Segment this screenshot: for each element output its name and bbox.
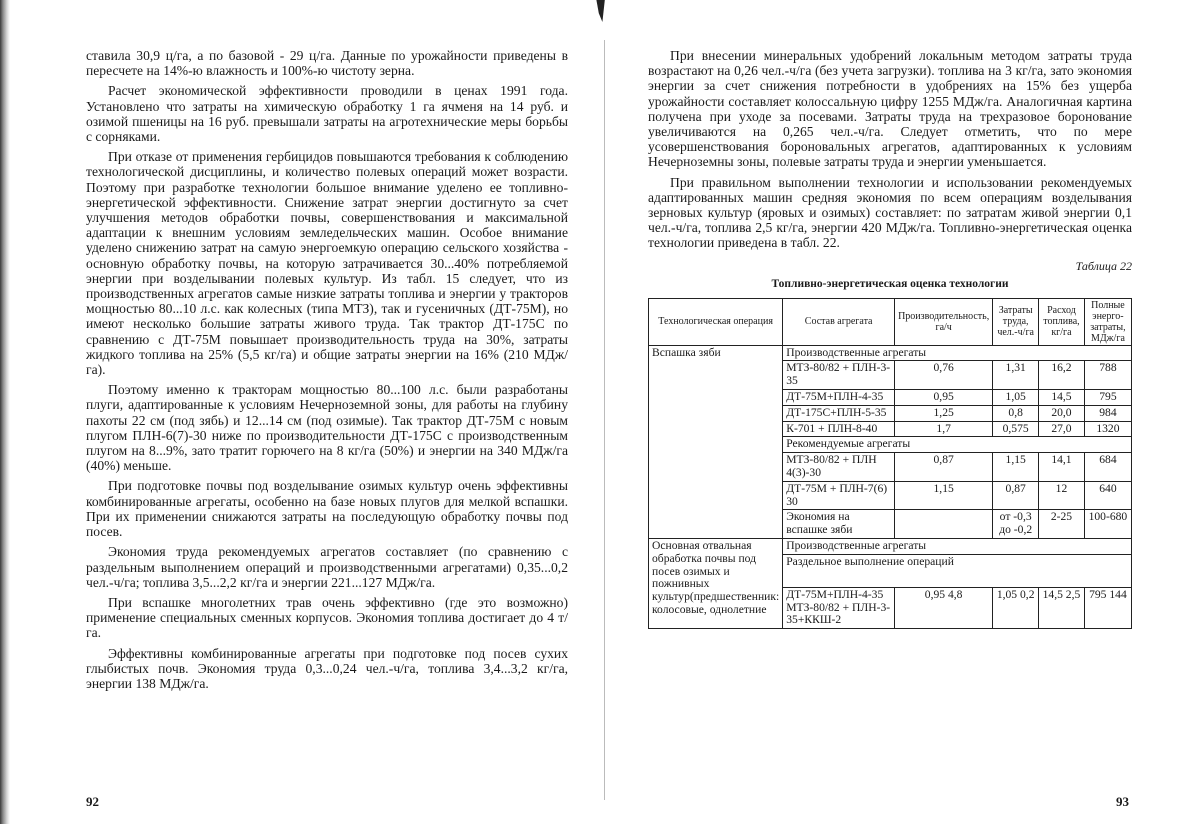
cell-fuel: 14,5 2,5: [1039, 587, 1085, 628]
cell-labor: 1,15: [993, 453, 1039, 482]
cell-energy: 1320: [1084, 421, 1131, 437]
right-page: [648, 48, 1132, 629]
cell-aggregate: МТЗ-80/82 + ПЛН 4(3)-30: [783, 453, 895, 482]
page-fold: [604, 40, 605, 800]
operation-plowing: Вспашка зяби: [649, 345, 783, 538]
cell-fuel: 2-25: [1039, 510, 1085, 539]
cell-aggregate: ДТ-75М+ПЛН-4-35 МТЗ-80/82 + ПЛН-3-35+ККШ-2: [783, 587, 895, 628]
header-operation: Технологическая операция: [649, 298, 783, 345]
energy-table: [648, 298, 1132, 630]
cell-aggregate: МТЗ-80/82 + ПЛН-3-35: [783, 361, 895, 390]
left-page-number: 92: [86, 794, 99, 810]
group-recommended: Рекомендуемые агрегаты: [783, 437, 1132, 453]
cell-energy: 100-680: [1084, 510, 1131, 539]
table-caption: Таблица 22: [648, 259, 1132, 274]
cell-energy: 795 144: [1084, 587, 1131, 628]
cell-labor: 1,05: [993, 390, 1039, 406]
cell-productivity: 0,87: [895, 453, 993, 482]
cell-energy: 640: [1084, 481, 1131, 510]
cell-productivity: 0,95: [895, 390, 993, 406]
left-paragraph-6: Экономия труда рекомендуемых агрегатов составляет (по сравнению с раздельным выполнением операций и производственными агрегатами) 0,35...0,2 чел.-ч/га; топлива 3,5...2,2 кг/га и энергии 221...127 МДж/га.: [86, 544, 568, 590]
cell-aggregate: ДТ-175С+ПЛН-5-35: [783, 405, 895, 421]
right-paragraph-1: При внесении минеральных удобрений локальным методом затраты труда возрастают на 0,26 чел.-ч/га (без учета загрузки). топлива на 3 кг/га, зато экономия энергии за счет снижения потребности в удобрениях на 15% без ущерба урожайности составляет колоссальную цифру 1255 МДж/га. Аналогичная картина получена при уходе за посевами. Затраты труда на трехразовое боронование увеличиваются на 0,265 чел.-ч/га. Следует отметить, что по мере усовершенствования бороновальных агрегатов, адаптированных к условиям Нечерноземны зоны, полевые затраты труда и энергии уменьшается.: [648, 48, 1132, 170]
cell-fuel: 16,2: [1039, 361, 1085, 390]
cell-labor: 0,8: [993, 405, 1039, 421]
operation-main-tillage: Основная отвальная обработка почвы под посев озимых и пожнивных культур(предшественник: колосовые, однолетние: [649, 539, 783, 629]
header-aggregate: Состав агрегата: [783, 298, 895, 345]
cell-aggregate: К-701 + ПЛН-8-40: [783, 421, 895, 437]
left-paragraph-8: Эффективны комбинированные агрегаты при подготовке под посев сухих глыбистых почв. Экономия труда 0,3...0,24 чел.-ч/га, топлива 3,4...3,2 кг/га, энергии 138 МДж/га.: [86, 646, 568, 692]
table-title: Топливно-энергетическая оценка технологии: [648, 278, 1132, 290]
group-production: Производственные агрегаты: [783, 539, 1132, 555]
header-productivity: Производительность, га/ч: [895, 298, 993, 345]
cell-labor: 0,575: [993, 421, 1039, 437]
cell-productivity: 1,15: [895, 481, 993, 510]
cell-productivity: [895, 510, 993, 539]
cell-labor: 1,05 0,2: [993, 587, 1039, 628]
cell-fuel: 14,1: [1039, 453, 1085, 482]
cell-labor: 0,87: [993, 481, 1039, 510]
cell-fuel: 20,0: [1039, 405, 1085, 421]
cell-fuel: 27,0: [1039, 421, 1085, 437]
header-labor: Затраты труда, чел.-ч/га: [993, 298, 1039, 345]
header-energy: Полные энерго-затраты, МДж/га: [1084, 298, 1131, 345]
left-paragraph-3: При отказе от применения гербицидов повышаются требования к соблюдению технологической дисциплины, и количество полевых операций может возрасти. Поэтому при разработке технологии большое внимание уделено ее топливно-энергетической эффективности. Снижение затрат энергии достигнуто за счет улучшения методов обработки почвы, совершенствования и максимальной адаптации к внешним условиям земледельческих машин. Особое внимание уделено снижению затрат на самую энергоемкую операцию сельского хозяйства - основную обработку почвы, на которую затрачивается 30...40% потребляемой энергии при возделывании полевых культур. Из табл. 15 следует, что из производственных агрегатов самые низкие затраты топлива и энергии у тракторов мощностью 80...10 л.с. как колесных (типа МТЗ), так и гусеничных (ДТ-75М), но имеют несколько большие затраты живого труда. Так трактор ДТ-175С по сравнению с ДТ-75М повышает производительность труда на 30%, затраты жидкого топлива на 25% (5,5 кг/га) и общие затраты энергии на 16% (210 МДж/га).: [86, 149, 568, 377]
table-row: [649, 345, 1132, 361]
right-page-number: 93: [1116, 794, 1129, 810]
cell-energy: 788: [1084, 361, 1131, 390]
cell-aggregate: ДТ-75М + ПЛН-7(6) 30: [783, 481, 895, 510]
left-paragraph-1: ставила 30,9 ц/га, а по базовой - 29 ц/га. Данные по урожайности приведены в пересчете на 14%-ю влажность и 100%-ю чистоту зерна.: [86, 48, 568, 78]
left-paragraph-2: Расчет экономической эффективности проводили в ценах 1991 года. Установлено что затраты на химическую обработку 1 га ячменя на 14 руб. и озимой пшеницы на 16 руб. превышали затраты на агротехнические меры борьбы с сорняками.: [86, 83, 568, 144]
left-paragraph-5: При подготовке почвы под возделывание озимых культур очень эффективны комбинированные агрегаты, особенно на базе новых плугов для мелкой вспашки. При их применении снижаются затраты на последующую обработку почвы под посев.: [86, 478, 568, 539]
cell-productivity: 1,7: [895, 421, 993, 437]
left-paragraph-4: Поэтому именно к тракторам мощностью 80...100 л.с. были разработаны плуги, адаптированные к условиям Нечерноземной зоны, для работы на глубину пахоты 22 см (под зябь) и 12...14 см (под озимые). Так трактор ДТ-75М с новым плугом ПЛН-6(7)-30 ниже по производительности ДТ-175С с производственным плугом на 8...9%, зато тратит горючего на 8 кг/га (50%) и энергии на 340 МДж/га (40%) меньше.: [86, 382, 568, 473]
binding-mark: [594, 0, 606, 22]
cell-labor: 1,31: [993, 361, 1039, 390]
cell-energy: 984: [1084, 405, 1131, 421]
left-paragraph-7: При вспашке многолетних трав очень эффективно (где это возможно) применение специальных сменных корпусов. Экономия топлива достигает до 4 т/га.: [86, 595, 568, 641]
cell-productivity: 0,76: [895, 361, 993, 390]
table-row: [649, 539, 1132, 555]
cell-labor: от -0,3 до -0,2: [993, 510, 1039, 539]
right-paragraph-2: При правильном выполнении технологии и использовании рекомендуемых адаптированных машин средняя экономия по всем операциям возделывания зерновых культур (яровых и озимых) составляет: по затратам живой энергии 0,1 чел.-ч/га, топлива 2,5 кг/га, энергии 420 МДж/га. Топливно-энергетическая оценка технологии приведена в табл. 22.: [648, 175, 1132, 251]
cell-energy: 795: [1084, 390, 1131, 406]
group-production: Производственные агрегаты: [783, 345, 1132, 361]
cell-aggregate: Экономия на вспашке зяби: [783, 510, 895, 539]
cell-productivity: 0,95 4,8: [895, 587, 993, 628]
left-page: [86, 48, 568, 691]
cell-energy: 684: [1084, 453, 1131, 482]
table-header-row: [649, 298, 1132, 345]
scan-edge-shadow: [0, 0, 10, 824]
header-fuel: Расход топлива, кг/га: [1039, 298, 1085, 345]
cell-aggregate: ДТ-75М+ПЛН-4-35: [783, 390, 895, 406]
cell-fuel: 12: [1039, 481, 1085, 510]
cell-productivity: 1,25: [895, 405, 993, 421]
group-separate-ops: Раздельное выполнение операций: [783, 554, 1132, 587]
cell-fuel: 14,5: [1039, 390, 1085, 406]
